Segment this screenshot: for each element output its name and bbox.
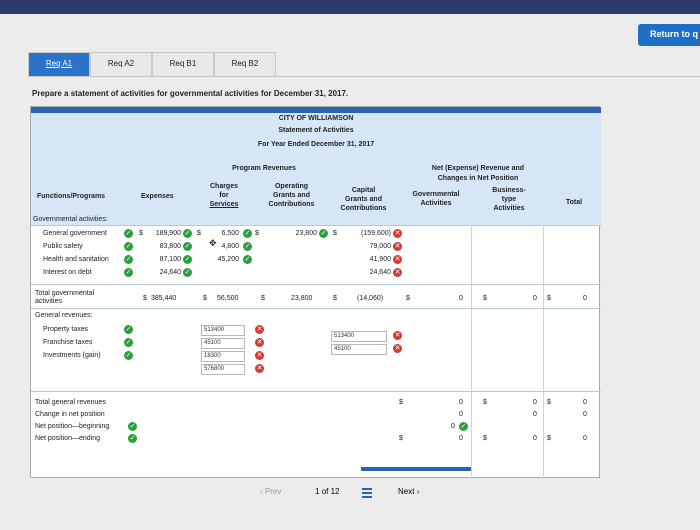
chevron-right-icon: › xyxy=(416,487,420,496)
correct-icon: ✓ xyxy=(125,243,132,250)
row-interest-on-debt: Interest on debt xyxy=(43,269,92,276)
col-divider-1 xyxy=(471,225,472,479)
total-charges: 56,500 xyxy=(217,295,239,302)
change-net-position-label: Change in net position xyxy=(35,411,105,418)
total-general-revenues-label: Total general revenues xyxy=(35,399,106,406)
net-end-gov[interactable]: 0 xyxy=(459,435,463,442)
net-position-beginning-label: Net position—beginning xyxy=(35,423,110,430)
dollar-sign: $ xyxy=(483,435,487,442)
dollar-sign: $ xyxy=(483,295,487,302)
row-separator xyxy=(31,308,601,309)
dollar-sign: $ xyxy=(203,295,207,302)
charges-public-safety[interactable]: 4,800 xyxy=(221,243,239,250)
cursor-icon: ✥ xyxy=(209,238,217,248)
dollar-sign: $ xyxy=(483,399,487,406)
incorrect-icon: ✕ xyxy=(256,365,263,372)
col-operating-2: Grants and xyxy=(273,192,310,199)
col-divider-2 xyxy=(543,225,544,479)
col-capital-1: Capital xyxy=(351,187,376,194)
tab-req-a2[interactable]: Req A2 xyxy=(90,52,152,76)
col-capital-2: Grants and xyxy=(345,196,382,203)
charges-health-sanitation[interactable]: 45,200 xyxy=(217,256,239,263)
incorrect-icon: ✕ xyxy=(256,326,263,333)
dollar-sign: $ xyxy=(547,295,551,302)
dollar-sign: $ xyxy=(547,435,551,442)
correct-icon: ✓ xyxy=(244,230,251,237)
correct-icon: ✓ xyxy=(129,423,136,430)
dollar-sign: $ xyxy=(399,399,403,406)
col-governmental-2: Activities xyxy=(420,200,452,207)
correct-icon: ✓ xyxy=(460,423,467,430)
incorrect-icon: ✕ xyxy=(256,352,263,359)
dollar-sign: $ xyxy=(333,230,337,237)
total-expenses: 385,440 xyxy=(151,295,177,302)
expense-health-sanitation[interactable]: 87,100 xyxy=(159,256,181,263)
expense-general-government[interactable]: 189,900 xyxy=(155,230,181,237)
correct-icon: ✓ xyxy=(244,256,251,263)
row-general-government: General government xyxy=(43,230,107,237)
total-capital: (14,060) xyxy=(357,295,384,302)
dollar-sign: $ xyxy=(399,435,403,442)
change-net-gov[interactable]: 0 xyxy=(459,411,463,418)
total-governmental: 0 xyxy=(459,295,463,302)
net-header-2: Changes in Net Position xyxy=(437,175,519,182)
net-position-ending-label: Net position—ending xyxy=(35,435,100,442)
incorrect-icon: ✕ xyxy=(256,339,263,346)
general-revenue-extra-input[interactable]: 576800 xyxy=(201,364,245,375)
total-gov-label-1: Total governmental xyxy=(35,290,95,297)
page-indicator: 1 of 12 xyxy=(315,487,340,496)
property-taxes-capital-input[interactable]: 513400 xyxy=(331,331,387,342)
requirement-tabs xyxy=(28,52,276,78)
expense-interest-on-debt[interactable]: 24,640 xyxy=(159,269,181,276)
franchise-taxes-capital-input[interactable]: 45100 xyxy=(331,344,387,355)
net-end-bus[interactable]: 0 xyxy=(533,435,537,442)
chevron-left-icon: ‹ xyxy=(260,487,263,496)
change-net-bus[interactable]: 0 xyxy=(533,411,537,418)
row-property-taxes: Property taxes xyxy=(43,326,89,333)
change-net-total[interactable]: 0 xyxy=(583,411,587,418)
incorrect-icon: ✕ xyxy=(394,269,401,276)
col-operating-1: Operating xyxy=(274,183,309,190)
correct-icon: ✓ xyxy=(125,326,132,333)
statement-title: Statement of Activities xyxy=(278,127,354,134)
expense-public-safety[interactable]: 83,800 xyxy=(159,243,181,250)
total-general-bus[interactable]: 0 xyxy=(533,399,537,406)
correct-icon: ✓ xyxy=(184,230,191,237)
dollar-sign: $ xyxy=(406,295,410,302)
correct-icon: ✓ xyxy=(320,230,327,237)
col-charges-3: Services xyxy=(209,201,239,208)
period-title: For Year Ended December 31, 2017 xyxy=(257,141,375,148)
franchise-taxes-charges-input[interactable]: 45100 xyxy=(201,338,245,349)
dollar-sign: $ xyxy=(547,399,551,406)
row-health-sanitation: Health and sanitation xyxy=(43,256,109,263)
statement-table xyxy=(30,106,600,478)
general-revenues-label: General revenues: xyxy=(35,312,93,319)
net-header-1: Net (Expense) Revenue and xyxy=(431,165,525,172)
col-governmental-1: Governmental xyxy=(412,191,460,198)
correct-icon: ✓ xyxy=(184,269,191,276)
row-separator xyxy=(31,284,601,285)
incorrect-icon: ✕ xyxy=(394,345,401,352)
correct-icon: ✓ xyxy=(125,230,132,237)
correct-icon: ✓ xyxy=(125,256,132,263)
prev-button[interactable]: ‹ Prev xyxy=(260,487,282,496)
total-general-gov[interactable]: 0 xyxy=(459,399,463,406)
col-business-3: Activities xyxy=(493,205,525,212)
property-taxes-charges-input[interactable]: 513400 xyxy=(201,325,245,336)
total-total: 0 xyxy=(583,295,587,302)
correct-icon: ✓ xyxy=(125,352,132,359)
dollar-sign: $ xyxy=(143,295,147,302)
col-business-1: Business- xyxy=(492,187,526,194)
capital-public-safety[interactable]: 79,000 xyxy=(369,243,391,250)
total-gov-label-2: activities xyxy=(35,298,62,305)
program-revenues-header: Program Revenues xyxy=(232,165,296,172)
total-business: 0 xyxy=(533,295,537,302)
tab-divider xyxy=(28,76,700,77)
incorrect-icon: ✕ xyxy=(394,243,401,250)
col-operating-3: Contributions xyxy=(268,201,315,208)
col-charges-1: Charges xyxy=(209,183,238,190)
total-general-total[interactable]: 0 xyxy=(583,399,587,406)
gov-activities-label: Governmental activities: xyxy=(33,216,108,223)
dollar-sign: $ xyxy=(333,295,337,302)
correct-icon: ✓ xyxy=(129,435,136,442)
tab-req-b2[interactable]: Req B2 xyxy=(214,52,276,76)
correct-icon: ✓ xyxy=(184,256,191,263)
correct-icon: ✓ xyxy=(125,339,132,346)
capital-general-government[interactable]: (159,600) xyxy=(361,230,391,237)
capital-interest-on-debt[interactable]: 24,640 xyxy=(369,269,391,276)
top-bar xyxy=(0,0,700,14)
incorrect-icon: ✕ xyxy=(394,332,401,339)
col-functions: Functions/Programs xyxy=(37,193,106,200)
correct-icon: ✓ xyxy=(184,243,191,250)
net-end-total[interactable]: 0 xyxy=(583,435,587,442)
question-prompt: Prepare a statement of activities for governmental activities for December 31, 2017. xyxy=(32,89,349,98)
tab-req-a1[interactable]: Req A1 xyxy=(28,52,90,76)
capital-health-sanitation[interactable]: 41,900 xyxy=(369,256,391,263)
correct-icon: ✓ xyxy=(125,269,132,276)
col-expenses: Expenses xyxy=(141,193,174,200)
dollar-sign: $ xyxy=(139,230,143,237)
col-capital-3: Contributions xyxy=(340,205,387,212)
row-investments-gain: Investments (gain) xyxy=(43,352,101,359)
city-title: CITY OF WILLIAMSON xyxy=(278,115,354,122)
col-charges-2: for xyxy=(219,192,229,199)
col-business-2: type xyxy=(501,196,517,203)
dollar-sign: $ xyxy=(197,230,201,237)
row-public-safety: Public safety xyxy=(43,243,83,250)
charges-general-government[interactable]: 6,500 xyxy=(221,230,239,237)
incorrect-icon: ✕ xyxy=(394,256,401,263)
row-franchise-taxes: Franchise taxes xyxy=(43,339,93,346)
net-begin-gov[interactable]: 0 xyxy=(451,423,455,430)
operating-general-government[interactable]: 23,800 xyxy=(295,230,317,237)
grid-icon[interactable] xyxy=(362,488,372,498)
total-operating: 23,800 xyxy=(291,295,313,302)
correct-icon: ✓ xyxy=(244,243,251,250)
next-button[interactable]: Next › xyxy=(398,487,420,496)
return-button[interactable]: Return to q xyxy=(638,24,700,46)
incorrect-icon: ✕ xyxy=(394,230,401,237)
scroll-indicator[interactable] xyxy=(361,467,471,471)
dollar-sign: $ xyxy=(261,295,265,302)
col-total: Total xyxy=(565,199,583,206)
row-separator xyxy=(31,391,601,392)
investments-charges-input[interactable]: 18300 xyxy=(201,351,245,362)
dollar-sign: $ xyxy=(255,230,259,237)
header-separator xyxy=(31,225,601,226)
tab-req-b1[interactable]: Req B1 xyxy=(152,52,214,76)
